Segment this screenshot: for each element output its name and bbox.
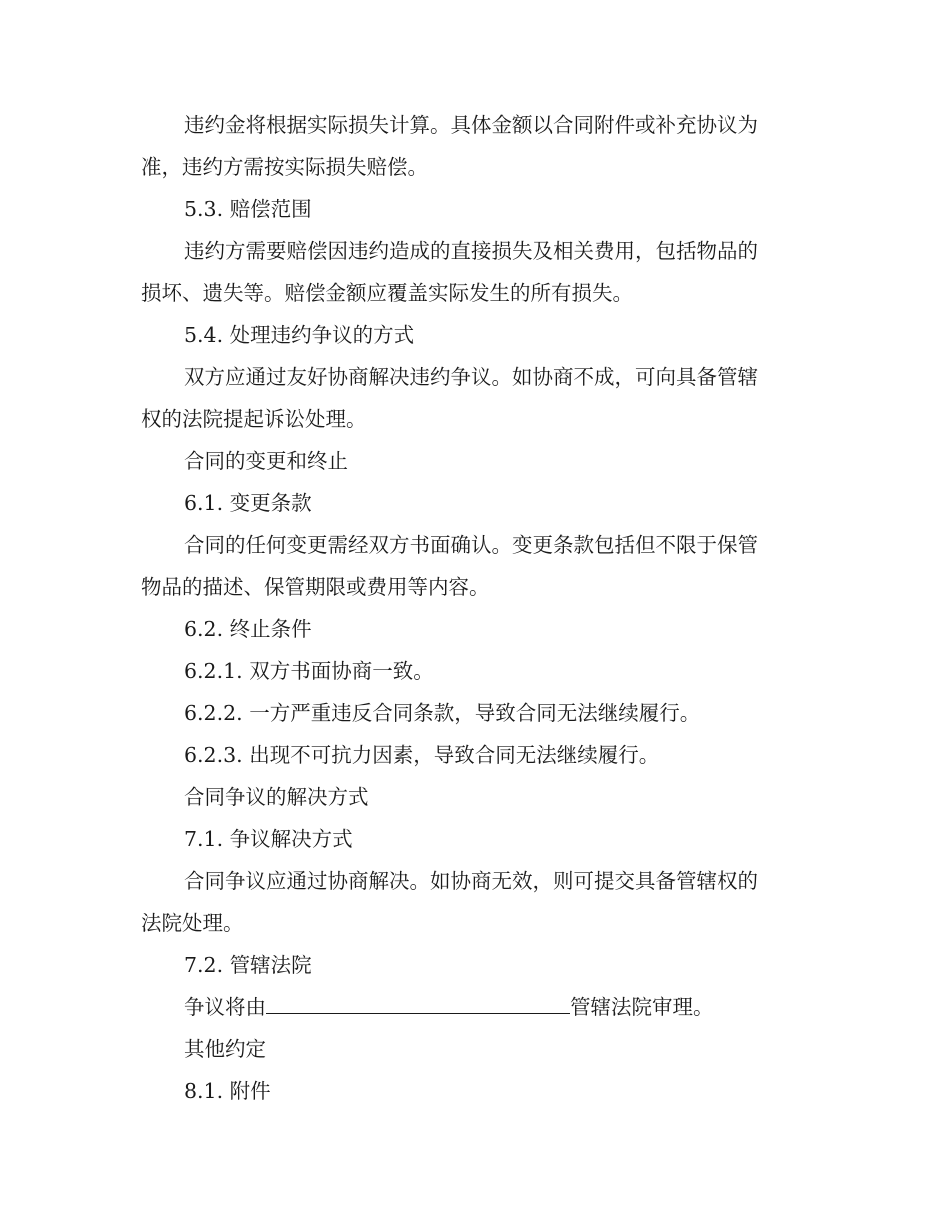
text-line: 7.2. 管辖法院 [184,953,312,977]
text-line: 合同的任何变更需经双方书面确认。变更条款包括但不限于保管 [184,533,758,557]
text-line: 其他约定 [184,1037,266,1061]
document-body [141,104,800,986]
text-line: 6.2.3. 出现不可抗力因素，导致合同无法继续履行。 [184,743,660,767]
text-line: 双方应通过友好协商解决违约争议。如协商不成，可向具备管辖 [184,365,758,389]
court-clause-suffix: 管辖法院审理。 [570,995,714,1019]
text-line: 损坏、遗失等。赔偿金额应覆盖实际发生的所有损失。 [141,281,633,305]
text-line: 合同争议的解决方式 [184,785,369,809]
text-line: 5.4. 处理违约争议的方式 [184,323,415,347]
text-line: 7.1. 争议解决方式 [184,827,353,851]
text-line: 合同争议应通过协商解决。如协商无效，则可提交具备管辖权的 [184,869,758,893]
court-clause-prefix: 争议将由 [184,995,266,1019]
court-clause-line [141,986,800,1028]
text-line: 权的法院提起诉讼处理。 [141,407,367,431]
text-line: 违约方需要赔偿因违约造成的直接损失及相关费用，包括物品的 [184,239,758,263]
text-line: 6.2.2. 一方严重违反合同条款，导致合同无法继续履行。 [184,701,701,725]
text-line: 物品的描述、保管期限或费用等内容。 [141,575,490,599]
text-line: 8.1. 附件 [184,1079,271,1103]
document-tail [141,1028,800,1112]
text-line: 违约金将根据实际损失计算。具体金额以合同附件或补充协议为 [184,113,758,137]
text-line: 5.3. 赔偿范围 [184,197,312,221]
text-line: 合同的变更和终止 [184,449,348,473]
text-line: 6.2.1. 双方书面协商一致。 [184,659,434,683]
text-line: 准，违约方需按实际损失赔偿。 [141,155,428,179]
text-line: 6.1. 变更条款 [184,491,312,515]
court-name-blank [266,991,570,1014]
text-line: 法院处理。 [141,911,244,935]
text-line: 6.2. 终止条件 [184,617,312,641]
